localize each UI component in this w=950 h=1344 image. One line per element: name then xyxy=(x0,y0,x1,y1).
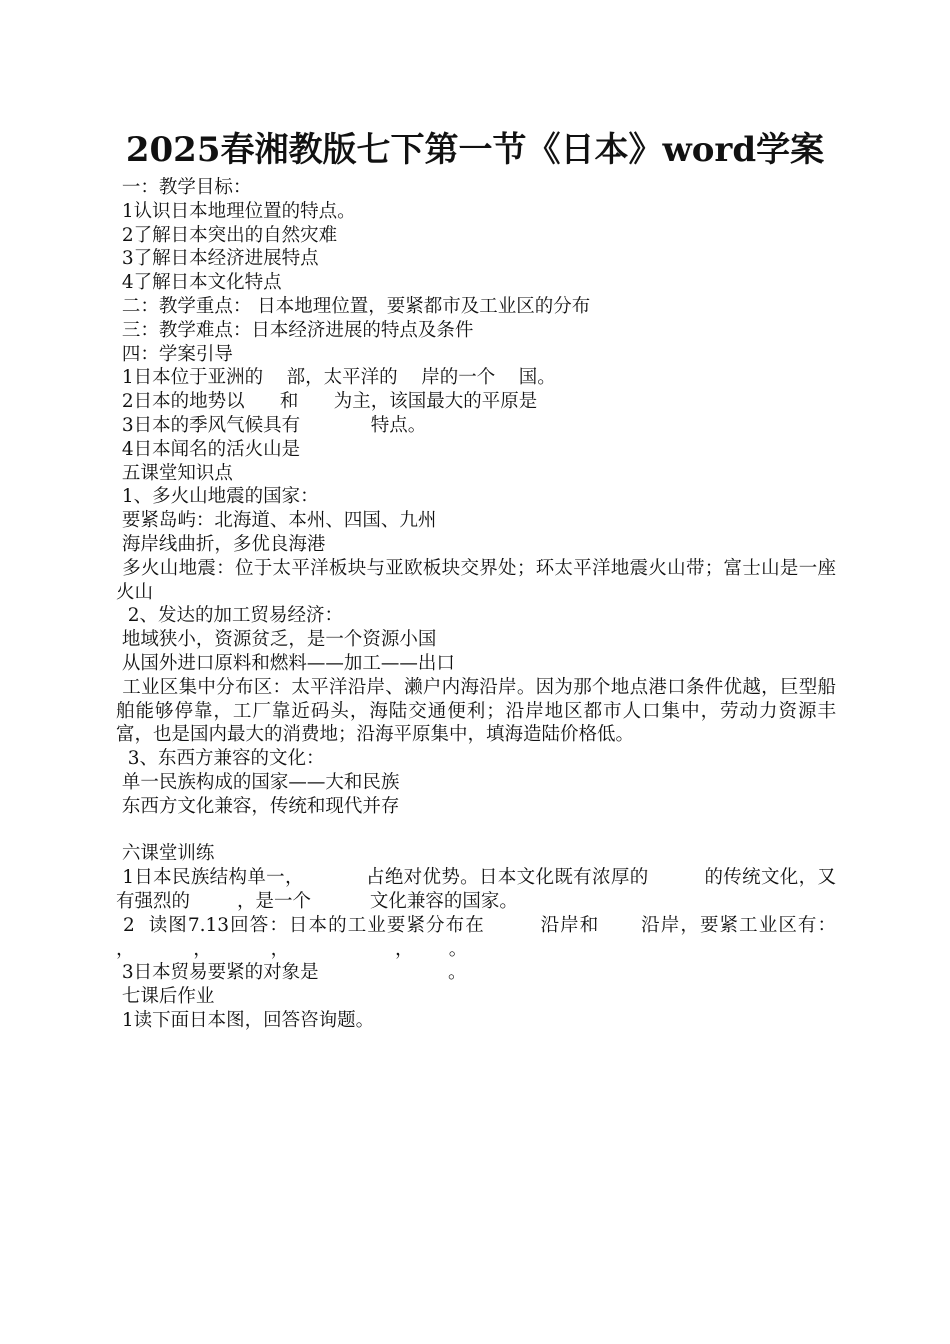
document-body xyxy=(116,176,895,1033)
heading-homework: 七课后作业 xyxy=(116,986,215,1008)
knowledge-paragraph: 多火山地震：位于太平洋板块与亚欧板块交界处；环太平洋地震火山带；富士山是一座火山 xyxy=(116,557,836,603)
knowledge-item: 从国外进口原料和燃料——加工——出口 xyxy=(116,652,455,674)
heading-knowledge: 五课堂知识点 xyxy=(116,462,233,484)
heading-practice: 六课堂训练 xyxy=(116,843,215,865)
knowledge-paragraph: 工业区集中分布区：太平洋沿岸、濑户内海沿岸。因为那个地点港口条件优越，巨型船舶能够停靠，工厂靠近码头，海陆交通便利；沿岸地区都市人口集中，劳动力资源丰富，也是国内最大的消费地；沿海平原集中，填海造陆价格低。 xyxy=(116,676,836,746)
objective-item: 2了解日本突出的自然灾难 xyxy=(116,224,338,246)
practice-question: 2 读图7.13回答：日本的工业要紧分布在 沿岸和 沿岸，要紧工业区有： ， ， ， ， 。 xyxy=(116,914,895,960)
practice-question: 3日本贸易要紧的对象是 。 xyxy=(116,962,467,984)
blank-line xyxy=(116,819,836,843)
objective-item: 4了解日本文化特点 xyxy=(116,272,282,294)
heading-objectives: 一：教学目标： xyxy=(116,177,252,198)
document-title: 2025春湘教版七下第一节《日本》word学案 xyxy=(125,130,825,170)
heading-key-points: 二：教学重点： 日本地理位置，要紧都市及工业区的分布 xyxy=(116,295,591,317)
knowledge-item: 地域狭小，资源贫乏，是一个资源小国 xyxy=(116,629,437,651)
knowledge-subheading: 2、发达的加工贸易经济： xyxy=(116,605,344,627)
heading-guide: 四：学案引导 xyxy=(116,343,233,365)
knowledge-item: 要紧岛屿：北海道、本州、四国、九州 xyxy=(116,510,437,532)
objective-item: 1认识日本地理位置的特点。 xyxy=(116,200,356,222)
knowledge-subheading: 1、多火山地震的国家： xyxy=(116,486,319,508)
heading-difficulties: 三：教学难点：日本经济进展的特点及条件 xyxy=(116,319,474,341)
knowledge-item: 海岸线曲折，多优良海港 xyxy=(116,533,326,555)
knowledge-item: 东西方文化兼容，传统和现代并存 xyxy=(116,795,400,817)
objective-item: 3了解日本经济进展特点 xyxy=(116,248,319,270)
guide-question: 4日本闻名的活火山是 xyxy=(116,438,301,460)
knowledge-item: 单一民族构成的国家——大和民族 xyxy=(116,771,400,793)
guide-question: 3日本的季风气候具有 特点。 xyxy=(116,414,427,436)
guide-question: 1日本位于亚洲的 部，太平洋的 岸的一个 国。 xyxy=(116,367,556,389)
homework-item: 1读下面日本图，回答咨询题。 xyxy=(116,1009,375,1031)
guide-question: 2日本的地势以 和 为主，该国最大的平原是 xyxy=(116,391,538,413)
knowledge-subheading: 3、东西方兼容的文化： xyxy=(116,748,325,770)
practice-question: 1日本民族结构单一， 占绝对优势。日本文化既有浓厚的 的传统文化，又有强烈的 ，是一个 文化兼容的国家。 xyxy=(116,867,836,912)
